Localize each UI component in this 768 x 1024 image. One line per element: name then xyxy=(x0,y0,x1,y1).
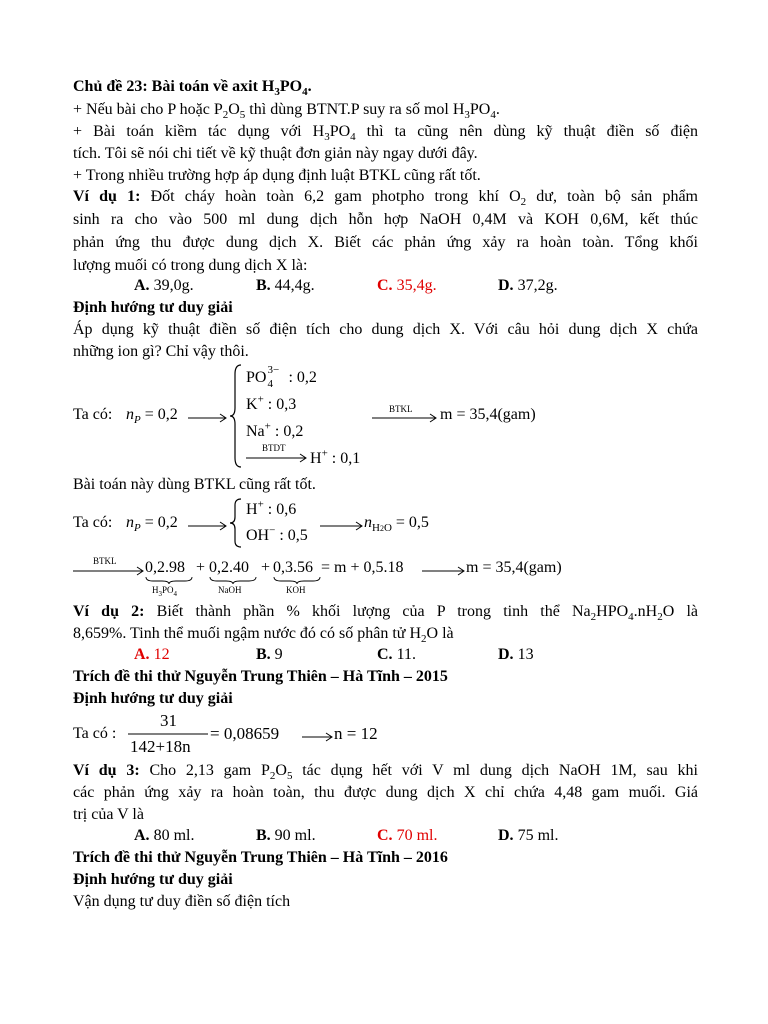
frac-arrow xyxy=(302,733,334,741)
eq3-under-koh: KOH xyxy=(286,585,306,595)
eq2-nh2o: $n_{H2O} = 0,5$ xyxy=(364,514,429,535)
ex1-solution-line-2: những ion gì? Chỉ vậy thôi. xyxy=(73,343,249,360)
intro-line-3: tích. Tôi sẽ nói chi tiết về kỹ thuật đơn giản này ngay dưới đây. xyxy=(73,145,478,162)
eq1-arrow-btdt xyxy=(246,454,308,462)
eq2-arrow-2 xyxy=(320,522,364,530)
ex3-option-a: A. 80 ml. xyxy=(134,827,195,844)
eq3-under-h3po4: $H_3PO_4$ xyxy=(152,585,178,598)
eq3-plus-1: + xyxy=(196,559,206,576)
frac-rest: = 0,08659 xyxy=(210,724,280,743)
ex1-solution-heading: Định hướng tư duy giải xyxy=(73,299,233,316)
eq1-result: m = 35,4(gam) xyxy=(440,406,536,423)
eq3-term-koh: 0,3.56 xyxy=(273,559,313,576)
eq3-under-naoh: NaOH xyxy=(218,585,242,595)
eq3-underbraces xyxy=(145,576,335,584)
ex2-source: Trích đề thi thử Nguyễn Trung Thiên – Hà Tĩnh – 2015 xyxy=(73,668,448,685)
intro-line-4: + Trong nhiều trường hợp áp dụng định luật BTKL cũng rất tốt. xyxy=(73,167,481,184)
ex2-option-d: D. 13 xyxy=(498,646,534,663)
ex3-solution-line-1: Vận dụng tư duy điền số điện tích xyxy=(73,893,291,910)
example-1-line-1: Ví dụ 1: Đốt cháy hoàn toàn 6,2 gam photpho trong khí $O_2$ dư, toàn bộ sản phẩm xyxy=(73,188,698,209)
eq1-taco: Ta có: xyxy=(73,406,113,423)
frac-bar xyxy=(128,733,210,735)
eq1-ion-k: K+ : 0,3 xyxy=(246,393,297,413)
example-2-line-2: 8,659%. Tinh thể muối ngậm nước đó có số phân tử $H_2O$ là xyxy=(73,625,454,646)
eq1-ion-na: Na+ : 0,2 xyxy=(246,420,304,440)
eq1-ion-h: H+ : 0,1 xyxy=(310,447,361,467)
ex1-option-c-answer: C. 35,4g. xyxy=(377,277,437,294)
eq3-term-naoh: 0,2.40 xyxy=(209,559,249,576)
frac-result: n = 12 xyxy=(334,724,378,743)
frac-numerator: 31 xyxy=(160,711,177,730)
example-2-line-1: Ví dụ 2: Biết thành phần % khối lượng của P trong tinh thể $Na_2HPO_4.nH_2O$ là xyxy=(73,603,698,624)
ex1-btkl-note: Bài toán này dùng BTKL cũng rất tốt. xyxy=(73,476,316,493)
ex3-solution-heading: Định hướng tư duy giải xyxy=(73,871,233,888)
example-1-line-3: phản ứng thu được dung dịch X. Biết các phản ứng xảy ra hoàn toàn. Tổng khối xyxy=(73,234,698,251)
ex2-option-b: B. 9 xyxy=(256,646,283,663)
eq3-arrow-btkl xyxy=(73,567,145,575)
ex3-option-b: B. 90 ml. xyxy=(256,827,316,844)
ex2-solution-heading: Định hướng tư duy giải xyxy=(73,690,233,707)
eq3-result: m = 35,4(gam) xyxy=(466,559,562,576)
eq3-rest: = m + 0,5.18 xyxy=(321,559,404,576)
eq1-np: $n_P = 0,2$ xyxy=(126,406,178,427)
ex3-option-d: D. 75 ml. xyxy=(498,827,559,844)
example-3-line-2: các phản ứng xảy ra hoàn toàn, thu được dung dịch X chỉ chứa 4,48 gam muối. Giá xyxy=(73,784,698,801)
eq1-arrow-1 xyxy=(188,414,228,422)
eq2-brace xyxy=(230,498,242,548)
eq1-btdt-label: BTDT xyxy=(262,443,286,453)
eq3-plus-2: + xyxy=(261,559,271,576)
eq1-btkl-label: BTKL xyxy=(389,404,413,414)
ex1-option-d: D. 37,2g. xyxy=(498,277,558,294)
example-1-line-2: sinh ra cho vào 500 ml dung dịch hỗn hợp NaOH 0,4M và KOH 0,6M, kết thúc xyxy=(73,211,698,228)
ex1-option-b: B. 44,4g. xyxy=(256,277,315,294)
ex3-source: Trích đề thi thử Nguyễn Trung Thiên – Hà Tĩnh – 2016 xyxy=(73,849,448,866)
ex2-option-a-answer: A. 12 xyxy=(134,646,170,663)
eq2-np: $n_P = 0,2$ xyxy=(126,514,178,535)
frac-taco: Ta có : xyxy=(73,725,117,742)
eq2-arrow-1 xyxy=(188,522,228,530)
eq3-term-h3po4: 0,2.98 xyxy=(145,559,185,576)
eq1-arrow-btkl xyxy=(372,414,438,422)
example-1-line-4: lượng muối có trong dung dịch X là: xyxy=(73,257,308,274)
frac-denominator: 142+18n xyxy=(130,737,191,756)
topic-title: Chủ đề 23: Bài toán về axit $H_3PO_4$. xyxy=(73,78,312,99)
example-3-line-3: trị của V là xyxy=(73,806,144,823)
eq1-brace xyxy=(230,364,242,468)
eq2-ion-h: H+ : 0,6 xyxy=(246,498,297,518)
eq1-ion-po4: PO 3− 4 : 0,2 xyxy=(246,364,317,390)
ex3-option-c-answer: C. 70 ml. xyxy=(377,827,438,844)
eq2-taco: Ta có: xyxy=(73,514,113,531)
intro-line-1: + Nếu bài cho P hoặc $P_2O_5$ thì dùng BTNT.P suy ra số mol $H_3PO_4$. xyxy=(73,101,500,122)
eq3-arrow-2 xyxy=(422,567,466,575)
example-3-line-1: Ví dụ 3: Cho 2,13 gam $P_2O_5$ tác dụng hết với V ml dung dịch NaOH 1M, sau khi xyxy=(73,762,699,783)
ex1-solution-line-1: Áp dụng kỹ thuật điền số điện tích cho dung dịch X. Với câu hỏi dung dịch X chứa xyxy=(73,321,698,338)
eq3-btkl-label: BTKL xyxy=(93,556,117,566)
eq2-ion-oh: OH− : 0,5 xyxy=(246,524,308,544)
intro-line-2: + Bài toán kiềm tác dụng với $H_3PO_4$ thì ta cũng nên dùng kỹ thuật điền số điện xyxy=(73,123,699,144)
ex1-option-a: A. 39,0g. xyxy=(134,277,194,294)
ex2-option-c: C. 11. xyxy=(377,646,416,663)
